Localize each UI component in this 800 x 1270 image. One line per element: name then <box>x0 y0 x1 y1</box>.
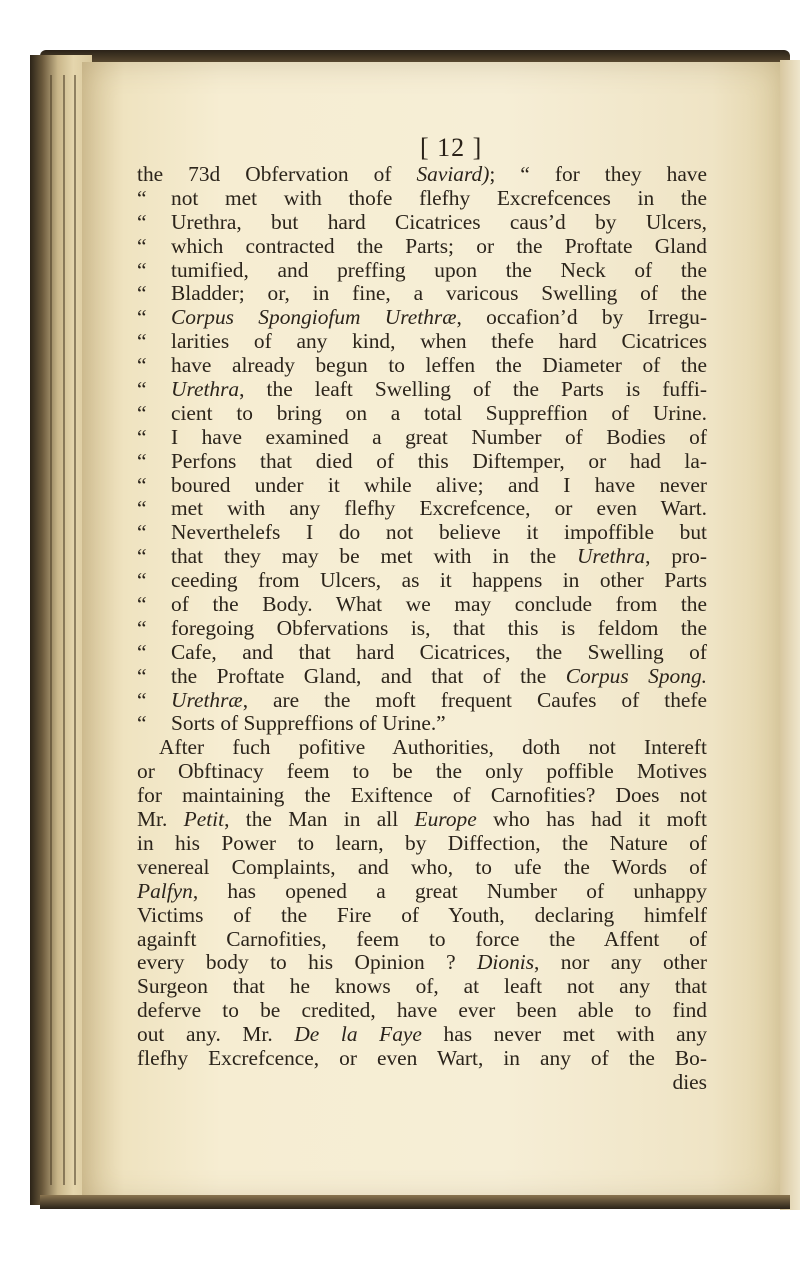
quote-mark: “ <box>137 233 147 258</box>
text-run: out any. Mr. <box>137 1022 295 1047</box>
text-run: the 73d Obfervation of <box>137 162 417 186</box>
text-run: the Proftate Gland, and that of the <box>171 663 566 688</box>
quote-mark: “ <box>137 377 147 402</box>
italic-text: Saviard) <box>416 162 490 186</box>
text-run: ; “ for they have <box>489 162 707 186</box>
text-line <box>137 450 707 474</box>
text-run: or Obftinacy feem to be the only poffible Motives <box>137 759 707 784</box>
text-line <box>137 999 707 1023</box>
text-line <box>137 163 707 187</box>
text-line <box>137 975 707 999</box>
text-run: , are the moft frequent Caufes of thefe <box>242 687 707 712</box>
text-run: which contracted the Parts; or the Proftate Gland <box>171 233 707 258</box>
quote-mark: “ <box>137 400 147 425</box>
text-run: , has opened a great Number of unhappy <box>192 878 707 903</box>
text-line <box>137 712 707 736</box>
text-line <box>137 1047 707 1071</box>
spine-line <box>74 75 76 1185</box>
text-line <box>137 187 707 211</box>
text-line <box>137 545 707 569</box>
text-line <box>137 259 707 283</box>
text-run: larities of any kind, when thefe hard Cicatrices <box>171 329 707 354</box>
page-bottom-edge <box>40 1195 790 1209</box>
text-run: Urethra, but hard Cicatrices caus’d by Ulcers, <box>171 209 707 234</box>
text-line <box>137 856 707 880</box>
text-line <box>137 1071 707 1095</box>
text-run: , the Man in all <box>224 807 415 832</box>
text-line <box>137 951 707 975</box>
quote-mark: “ <box>137 329 147 354</box>
quote-mark: “ <box>137 424 147 449</box>
text-run: for maintaining the Exiftence of Carnofities? Does not <box>137 783 707 808</box>
text-line <box>137 593 707 617</box>
text-run: who has had it moft <box>476 807 707 832</box>
text-run: dies <box>672 1069 707 1094</box>
text-line <box>137 497 707 521</box>
text-run: has never met with any <box>421 1022 708 1047</box>
italic-text: Urethra <box>171 377 240 402</box>
quote-mark: “ <box>137 639 147 664</box>
quote-mark: “ <box>137 496 147 521</box>
quote-mark: “ <box>137 592 147 617</box>
text-line <box>137 521 707 545</box>
italic-text: De la Faye <box>294 1022 422 1047</box>
quote-mark: “ <box>137 687 147 712</box>
text-line <box>137 402 707 426</box>
text-run: , the leaft Swelling of the Parts is fuffi- <box>239 377 707 402</box>
italic-text: Europe <box>414 807 477 832</box>
text-run: After fuch pofitive Authorities, doth not Intereft <box>159 735 707 760</box>
italic-text: Petit <box>183 807 225 832</box>
quote-mark: “ <box>137 472 147 497</box>
text-run: met with any flefhy Excrefcence, or even Wart. <box>171 496 707 521</box>
text-line <box>137 665 707 689</box>
text-run: Perfons that died of this Diftemper, or had la- <box>171 448 707 473</box>
text-run: deferve to be credited, have ever been able to find <box>137 998 707 1023</box>
text-line <box>137 354 707 378</box>
text-run: boured under it while alive; and I have never <box>171 472 707 497</box>
quote-mark: “ <box>137 353 147 378</box>
text-line <box>137 904 707 928</box>
text-run: , occafion’d by Irregu- <box>456 305 707 330</box>
text-run: that they may be met with in the <box>171 544 577 569</box>
text-run: tumified, and preffing upon the Neck of the <box>171 257 707 282</box>
quote-mark: “ <box>137 257 147 282</box>
text-run: I have examined a great Number of Bodies of <box>171 424 707 449</box>
text-run: Neverthelefs I do not believe it impoffible but <box>171 520 707 545</box>
text-line <box>137 474 707 498</box>
italic-text: Palfyn <box>137 878 193 903</box>
text-line <box>137 1023 707 1047</box>
text-run: Sorts of Suppreffions of Urine.” <box>171 711 446 736</box>
text-run: in his Power to learn, by Diffection, the Nature of <box>137 830 707 855</box>
text-line <box>137 235 707 259</box>
spine-line <box>63 75 65 1185</box>
text-line <box>137 378 707 402</box>
quote-mark: “ <box>137 568 147 593</box>
text-line <box>137 330 707 354</box>
italic-text: Dionis <box>476 950 535 975</box>
text-line <box>137 689 707 713</box>
italic-text: Urethra <box>576 544 646 569</box>
page-number: [ 12 ] <box>420 133 483 162</box>
text-run: Bladder; or, in fine, a varicous Swelling of the <box>171 281 707 306</box>
quote-mark: “ <box>137 185 147 210</box>
text-run: , pro- <box>645 544 707 569</box>
quote-mark: “ <box>137 209 147 234</box>
text-run: every body to his Opinion ? <box>137 950 477 975</box>
text-line <box>137 641 707 665</box>
quote-mark: “ <box>137 615 147 640</box>
text-line <box>137 569 707 593</box>
text-run: Mr. <box>137 807 184 832</box>
text-line <box>137 426 707 450</box>
quote-mark: “ <box>137 711 147 736</box>
text-run: not met with thofe flefhy Excrefcences in the <box>171 185 707 210</box>
text-run: venereal Complaints, and who, to ufe the Words of <box>137 854 707 879</box>
text-run: foregoing Obfervations is, that this is feldom the <box>171 615 707 640</box>
quote-mark: “ <box>137 544 147 569</box>
text-run: Victims of the Fire of Youth, declaring himfelf <box>137 902 707 927</box>
text-line <box>137 928 707 952</box>
text-line <box>137 832 707 856</box>
text-line <box>137 211 707 235</box>
italic-text: Corpus Spongiofum Urethræ <box>171 305 457 330</box>
quote-mark: “ <box>137 520 147 545</box>
text-line <box>137 808 707 832</box>
text-line <box>137 736 707 760</box>
text-run: againft Carnofities, feem to force the Affent of <box>137 926 707 951</box>
text-run: flefhy Excrefcence, or even Wart, in any of the Bo- <box>137 1045 707 1070</box>
text-line <box>137 617 707 641</box>
text-line <box>137 282 707 306</box>
italic-text: Corpus Spong. <box>565 663 707 688</box>
text-run: , nor any other <box>534 950 707 975</box>
quote-mark: “ <box>137 305 147 330</box>
italic-text: Urethræ <box>171 687 243 712</box>
text-run: ceeding from Ulcers, as it happens in other Parts <box>171 568 707 593</box>
page-text <box>137 163 707 1095</box>
quote-mark: “ <box>137 663 147 688</box>
page-right-edge <box>780 60 800 1210</box>
text-run: cient to bring on a total Suppreffion of Urine. <box>171 400 707 425</box>
text-run: Cafe, and that hard Cicatrices, the Swelling of <box>171 639 707 664</box>
quote-mark: “ <box>137 281 147 306</box>
quote-mark: “ <box>137 448 147 473</box>
text-line <box>137 784 707 808</box>
text-run: Surgeon that he knows of, at leaft not any that <box>137 974 707 999</box>
text-line <box>137 760 707 784</box>
text-line <box>137 880 707 904</box>
spine-line <box>50 75 52 1185</box>
text-run: have already begun to leffen the Diameter of the <box>171 353 707 378</box>
text-run: of the Body. What we may conclude from the <box>171 592 707 617</box>
text-line <box>137 306 707 330</box>
